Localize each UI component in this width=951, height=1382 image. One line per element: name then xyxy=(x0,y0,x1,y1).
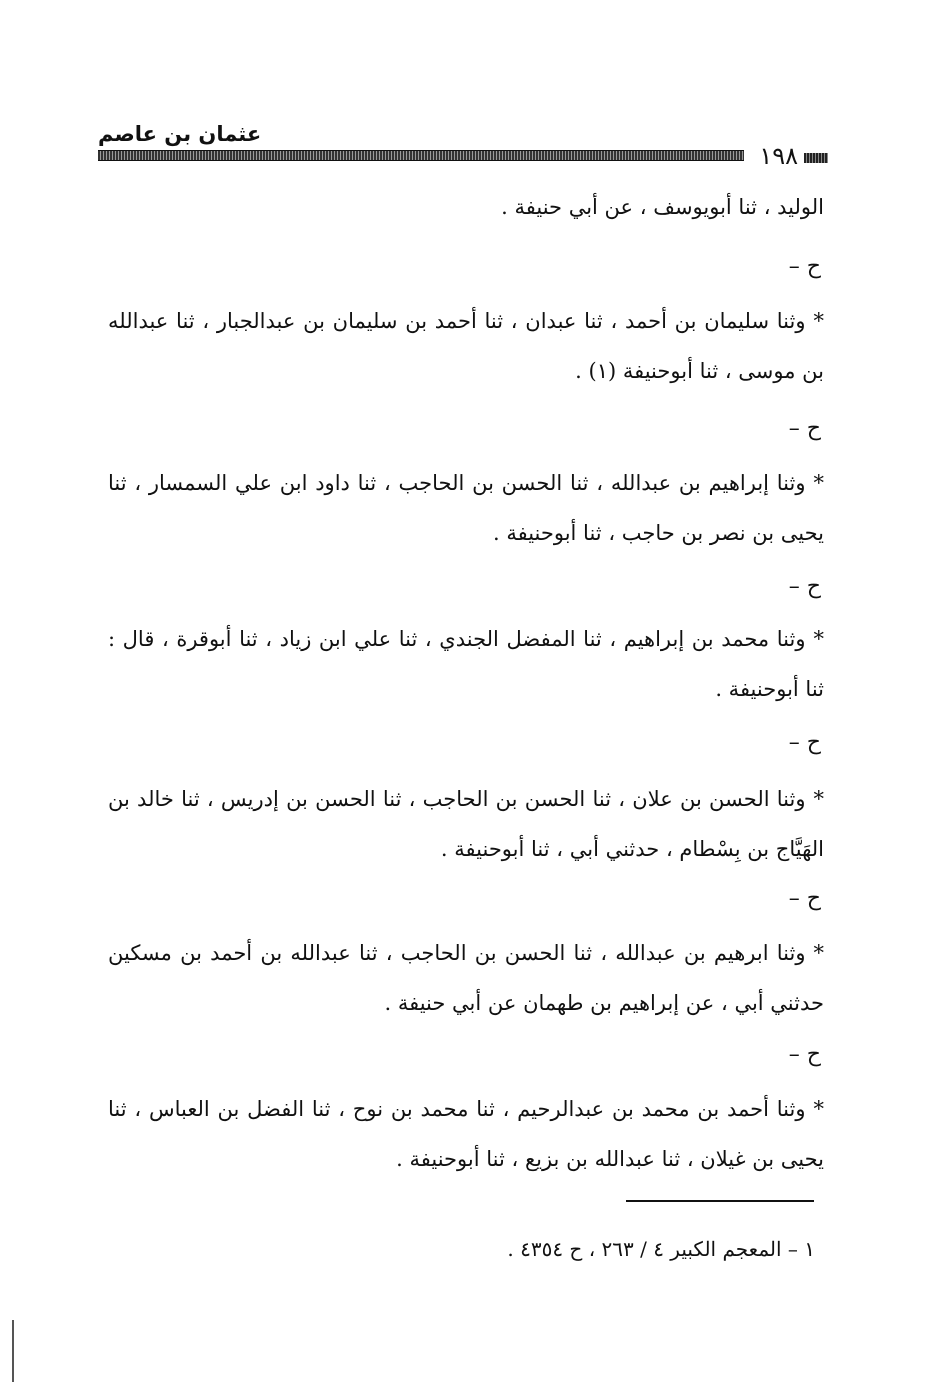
paragraph-continuation xyxy=(108,182,824,232)
footnote: ١ – المعجم الكبير ٤ / ٢٦٣ ، ح ٤٣٥٤ . xyxy=(507,1237,815,1261)
asterisk-marker: * xyxy=(813,309,824,333)
separator-mark: ح – xyxy=(788,416,821,441)
paragraph-text: وثنا الحسن بن علان ، ثنا الحسن بن الحاجب ، ثنا الحسن بن إدريس ، ثنا خالد بن الهَيَّاج بن بِسْطام ، حدثني أبي ، ثنا أبوحنيفة . xyxy=(108,787,824,861)
paragraph-text: وثنا أحمد بن محمد بن عبدالرحيم ، ثنا محمد بن نوح ، ثنا الفضل بن العباس ، ثنا يحيى بن غيلان ، ثنا عبدالله بن بزيع ، ثنا أبوحنيفة . xyxy=(108,1097,824,1171)
margin-mark xyxy=(12,1320,14,1382)
running-title: عثمان بن عاصم xyxy=(98,122,262,146)
separator-mark: ح – xyxy=(788,574,821,599)
asterisk-marker: * xyxy=(813,471,824,495)
paragraph xyxy=(108,928,824,1028)
paragraph-text: وثنا إبراهيم بن عبدالله ، ثنا الحسن بن الحاجب ، ثنا داود ابن علي السمسار ، ثنا يحيى بن نصر بن حاجب ، ثنا أبوحنيفة . xyxy=(108,471,824,545)
paragraph xyxy=(108,774,824,874)
paragraph xyxy=(108,614,824,714)
header-rule xyxy=(98,150,744,161)
paragraph-text: الوليد ، ثنا أبويوسف ، عن أبي حنيفة . xyxy=(501,195,824,219)
asterisk-marker: * xyxy=(813,1097,824,1121)
paragraph xyxy=(108,296,824,396)
separator-mark: ح – xyxy=(788,730,821,755)
separator-mark: ح – xyxy=(788,254,821,279)
separator-mark: ح – xyxy=(788,1042,821,1067)
page-number: ١٩٨ xyxy=(759,144,828,168)
running-header xyxy=(98,122,828,182)
asterisk-marker: * xyxy=(813,941,824,965)
paragraph-text: وثنا محمد بن إبراهيم ، ثنا المفضل الجندي ، ثنا علي ابن زياد ، ثنا أبوقرة ، قال : ثنا أبوحنيفة . xyxy=(108,627,824,701)
paragraph xyxy=(108,458,824,558)
asterisk-marker: * xyxy=(813,627,824,651)
separator-mark: ح – xyxy=(788,886,821,911)
footnote-rule xyxy=(626,1200,814,1202)
paragraph-text: وثنا ابرهيم بن عبدالله ، ثنا الحسن بن الحاجب ، ثنا عبدالله بن أحمد بن مسكين حدثني أبي ، عن إبراهيم بن طهمان عن أبي حنيفة . xyxy=(108,941,824,1015)
paragraph-text: وثنا سليمان بن أحمد ، ثنا عبدان ، ثنا أحمد بن سليمان بن عبدالجبار ، ثنا عبدالله بن موسى ، ثنا أبوحنيفة (١) . xyxy=(108,309,824,383)
asterisk-marker: * xyxy=(813,787,824,811)
paragraph xyxy=(108,1084,824,1184)
